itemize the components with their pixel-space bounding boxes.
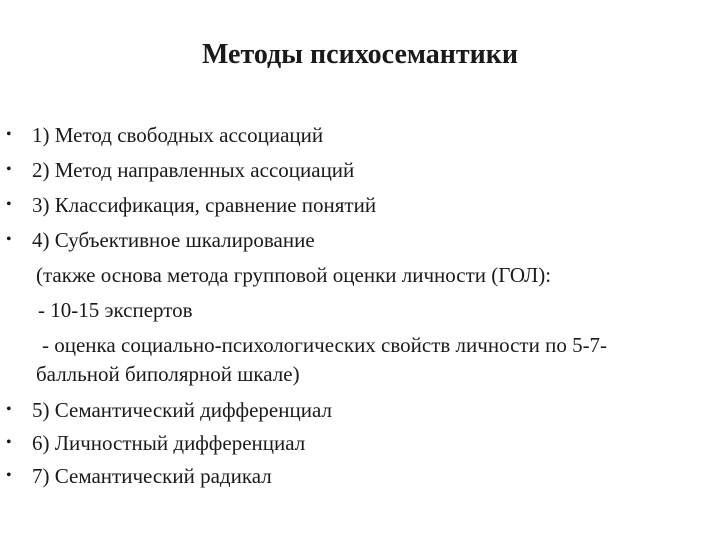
bullet-icon: • [6,126,12,143]
list-item [0,192,720,218]
sub-line-scale: балльной биполярной шкале) [36,362,300,386]
list-item [0,157,720,183]
list-item-text: 2) Метод направленных ассоциаций [32,158,355,182]
list-item [0,463,720,489]
list-item [0,227,720,253]
list-item [0,397,720,423]
bullet-icon: • [6,401,12,418]
sub-line-note: (также основа метода групповой оценки личности (ГОЛ): [36,263,552,287]
list-item-text: 3) Классификация, сравнение понятий [32,193,377,217]
list-item [0,430,720,456]
sub-line-assessment: - оценка социально-психологических свойств личности по 5-7- [42,333,608,357]
list-item [0,122,720,148]
bullet-icon: • [6,434,12,451]
bullet-icon: • [6,196,12,213]
list-item-text: 5) Семантический дифференциал [32,398,332,422]
bullet-icon: • [6,231,12,248]
sub-line-experts: - 10-15 экспертов [38,298,193,322]
slide-title: Методы психосемантики [201,39,519,70]
list-item-text: 7) Семантический радикал [32,464,272,488]
bullet-icon: • [6,161,12,178]
list-item-text: 6) Личностный дифференциал [32,431,306,455]
bullet-icon: • [6,467,12,484]
list-item-text: 4) Субъективное шкалирование [32,228,315,252]
list-item-text: 1) Метод свободных ассоциаций [32,123,324,147]
